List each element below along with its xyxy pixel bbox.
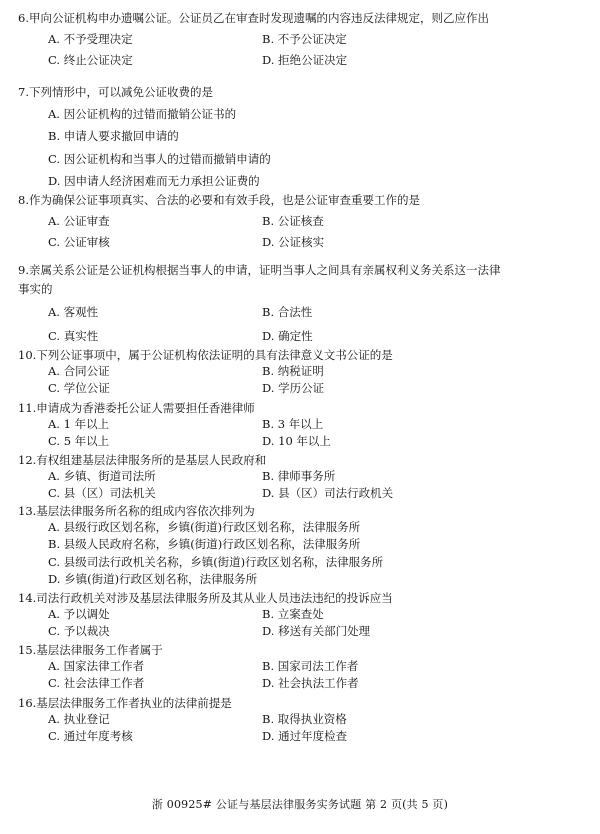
option-list bbox=[48, 306, 578, 342]
question-11 bbox=[18, 402, 578, 449]
question-9 bbox=[18, 264, 578, 343]
option-c: C. 公证审核 bbox=[48, 235, 110, 250]
option-b: B. 县级人民政府名称，乡镇(街道)行政区划名称，法律服务所 bbox=[48, 537, 361, 552]
option-a: A. 县级行政区划名称，乡镇(街道)行政区划名称，法律服务所 bbox=[48, 520, 361, 535]
question-stem: 12.有权组建基层法律服务所的是基层人民政府和 bbox=[18, 453, 267, 467]
option-list bbox=[48, 521, 578, 586]
question-stem: 6.甲向公证机构申办遗嘱公证。公证员乙在审查时发现遗嘱的内容违反法律规定，则乙应作出 bbox=[18, 11, 489, 25]
option-d: D. 公证核实 bbox=[262, 235, 325, 250]
option-a: A. 公证审查 bbox=[48, 214, 110, 229]
option-a: A. 予以调处 bbox=[48, 607, 110, 622]
option-c: C. 予以裁决 bbox=[48, 624, 110, 639]
option-b: B. 律师事务所 bbox=[262, 469, 336, 484]
option-a: A. 不予受理决定 bbox=[48, 32, 133, 47]
option-a: A. 1 年以上 bbox=[48, 417, 110, 432]
question-8 bbox=[18, 194, 578, 250]
option-d: D. 乡镇(街道)行政区划名称，法律服务所 bbox=[48, 571, 258, 586]
option-b: B. 3 年以上 bbox=[262, 417, 324, 432]
option-c: C. 学位公证 bbox=[48, 381, 110, 396]
option-c: C. 5 年以上 bbox=[48, 434, 110, 449]
question-14 bbox=[18, 592, 578, 639]
question-7 bbox=[18, 86, 578, 188]
option-d: D. 社会执法工作者 bbox=[262, 676, 359, 691]
question-stem-continued: 事实的 bbox=[18, 282, 53, 297]
question-stem: 11.申请成为香港委托公证人需要担任香港律师 bbox=[18, 401, 255, 415]
option-b: B. 立案查处 bbox=[262, 607, 324, 622]
question-stem: 9.亲属关系公证是公证机构根据当事人的申请，证明当事人之间具有亲属权利义务关系这一法律 bbox=[18, 263, 501, 277]
option-d: D. 因申请人经济困难而无力承担公证费的 bbox=[48, 173, 260, 188]
option-d: D. 确定性 bbox=[262, 328, 313, 343]
option-list bbox=[48, 418, 578, 448]
question-stem: 10.下列公证事项中，属于公证机构依法证明的具有法律意义文书公证的是 bbox=[18, 348, 393, 362]
page-footer: 浙 00925# 公证与基层法律服务实务试题 第 2 页(共 5 页) bbox=[151, 798, 449, 811]
option-c: C. 真实性 bbox=[48, 328, 99, 343]
option-d: D. 通过年度检查 bbox=[262, 729, 348, 744]
option-b: B. 取得执业资格 bbox=[262, 712, 347, 727]
question-6 bbox=[18, 12, 578, 68]
option-c: C. 因公证机构和当事人的过错而撤销申请的 bbox=[48, 151, 271, 166]
option-list bbox=[48, 713, 578, 743]
option-a: A. 国家法律工作者 bbox=[48, 659, 145, 674]
question-10 bbox=[18, 349, 578, 396]
question-12 bbox=[18, 454, 578, 501]
option-a: A. 因公证机构的过错而撤销公证书的 bbox=[48, 107, 237, 122]
option-a: A. 执业登记 bbox=[48, 712, 110, 727]
question-stem: 14.司法行政机关对涉及基层法律服务所及其从业人员违法违纪的投诉应当 bbox=[18, 591, 393, 605]
option-c: C. 县（区）司法机关 bbox=[48, 486, 156, 501]
question-stem: 7.下列情形中，可以减免公证收费的是 bbox=[18, 85, 213, 99]
option-d: D. 移送有关部门处理 bbox=[262, 624, 371, 639]
option-c: C. 社会法律工作者 bbox=[48, 676, 145, 691]
option-list bbox=[48, 108, 578, 188]
option-list bbox=[48, 660, 578, 690]
option-c: C. 终止公证决定 bbox=[48, 53, 133, 68]
option-d: D. 拒绝公证决定 bbox=[262, 53, 348, 68]
option-list bbox=[48, 608, 578, 638]
question-16 bbox=[18, 697, 578, 744]
option-b: B. 纳税证明 bbox=[262, 364, 324, 379]
option-b: B. 不予公证决定 bbox=[262, 32, 347, 47]
question-stem: 15.基层法律服务工作者属于 bbox=[18, 643, 163, 657]
option-list bbox=[48, 215, 578, 249]
option-d: D. 学历公证 bbox=[262, 381, 325, 396]
option-b: B. 申请人要求撤回申请的 bbox=[48, 129, 179, 144]
option-c: C. 通过年度考核 bbox=[48, 729, 133, 744]
option-a: A. 客观性 bbox=[48, 305, 99, 320]
option-list bbox=[48, 365, 578, 395]
question-13 bbox=[18, 505, 578, 586]
option-d: D. 县（区）司法行政机关 bbox=[262, 486, 394, 501]
question-stem: 16.基层法律服务工作者执业的法律前提是 bbox=[18, 696, 232, 710]
option-b: B. 公证核查 bbox=[262, 214, 324, 229]
option-c: C. 县级司法行政机关名称，乡镇(街道)行政区划名称，法律服务所 bbox=[48, 554, 384, 569]
option-b: B. 合法性 bbox=[262, 305, 313, 320]
option-list bbox=[48, 33, 578, 67]
option-a: A. 乡镇、街道司法所 bbox=[48, 469, 156, 484]
option-a: A. 合同公证 bbox=[48, 364, 110, 379]
option-b: B. 国家司法工作者 bbox=[262, 659, 359, 674]
question-15 bbox=[18, 644, 578, 691]
question-stem: 8.作为确保公证事项真实、合法的必要和有效手段，也是公证审查重要工作的是 bbox=[18, 193, 420, 207]
option-list bbox=[48, 470, 578, 500]
question-stem: 13.基层法律服务所名称的组成内容依次排列为 bbox=[18, 504, 255, 518]
option-d: D. 10 年以上 bbox=[262, 434, 331, 449]
